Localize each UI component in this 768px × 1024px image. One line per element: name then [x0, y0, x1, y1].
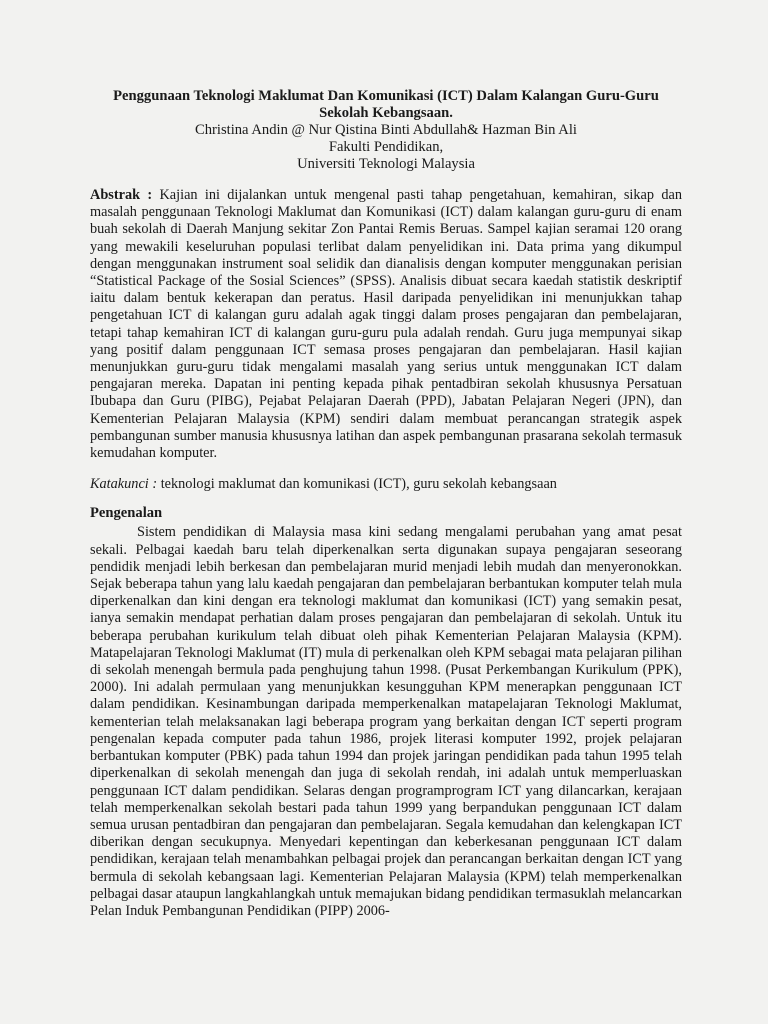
paper-title: Penggunaan Teknologi Maklumat Dan Komunikasi (ICT) Dalam Kalangan Guru-Guru Sekolah Kebangsaan.	[113, 88, 659, 121]
paper-faculty: Fakulti Pendidikan,	[328, 139, 444, 155]
abstract-paragraph	[90, 187, 682, 462]
paper-authors: Christina Andin @ Nur Qistina Binti Abdullah& Hazman Bin Ali	[195, 122, 577, 138]
paper-university: Universiti Teknologi Malaysia	[297, 156, 475, 172]
abstract-text: Kajian ini dijalankan untuk mengenal pasti tahap pengetahuan, kemahiran, sikap dan masalah penggunaan Teknologi Maklumat dan Komunikasi (ICT) dalam kalangan guru-guru di enam buah sekolah di Daerah Manjung sekitar Zon Pantai Remis Beruas. Sampel kajian seramai 120 orang yang mewakili keseluruhan populasi terlibat dalam penyelidikan ini. Data prima yang dikumpul dengan menggunakan instrument soal selidik dan dianalisis dengan komputer menggunakan perisian “Statistical Package of the Sosial Sciences” (SPSS). Analisis dibuat secara kaedah statistik deskriptif iaitu dalam bentuk kekerapan dan peratus. Hasil daripada penyelidikan ini menunjukkan tahap pengetahuan ICT di kalangan guru adalah agak tinggi dalam proses pengajaran dan pembelajaran, tetapi tahap kemahiran ICT di kalangan guru-guru pula adalah rendah. Guru juga mempunyai sikap yang positif dalam penggunaan ICT semasa proses pengajaran dan pembelajaran. Hasil kajian menunjukkan guru-guru tidak mengalami masalah yang serius untuk menggunakan ICT dalam pengajaran mereka. Dapatan ini penting kepada pihak pentadbiran sekolah khususnya Persatuan Ibubapa dan Guru (PIBG), Pejabat Pelajaran Daerah (PPD), Jabatan Pelajaran Negeri (JPN), dan Kementerian Pelajaran Malaysia (KPM) sendiri dalam membuat perancangan strategik aspek pembangunan sumber manusia khususnya latihan dan aspek pembangunan prasarana sekolah termasuk kemudahan komputer.	[90, 187, 682, 462]
keywords-line	[90, 476, 682, 493]
introduction-paragraph: Sistem pendidikan di Malaysia masa kini sedang mengalami perubahan yang amat pesat sekali. Pelbagai kaedah baru telah diperkenalkan serta digunakan supaya pengajaran seseorang pendidik menjadi lebih berkesan dan pembelajaran murid menjadi lebih mudah dan menyeronokkan. Sejak beberapa tahun yang lalu kaedah pengajaran dan pembelajaran berbantukan komputer telah mula diperkenalkan dan kini dengan era teknologi maklumat dan komunikasi (ICT) yang semakin pesat, ianya semakin mendapat perhatian dalam proses pengajaran dan pembelajaran di sekolah. Untuk itu beberapa perubahan kurikulum telah dibuat oleh pihak Kementerian Pelajaran Malaysia (KPM). Matapelajaran Teknologi Maklumat (IT) mula di perkenalkan oleh KPM sebagai mata pelajaran pilihan di sekolah menengah bermula pada penghujung tahun 1998. (Pusat Perkembangan Kurikulum (PPK), 2000). Ini adalah permulaan yang menunjukkan kesungguhan KPM menerapkan penggunaan ICT dalam pendidikan. Kesinambungan daripada memperkenalkan matapelajaran Teknologi Maklumat, kementerian telah melaksanakan lagi beberapa program yang berkaitan dengan ICT seperti program pengenalan kepada computer pada tahun 1986, projek literasi komputer 1992, projek pelajaran berbantukan komputer (PBK) pada tahun 1994 dan projek jaringan pendidikan pada tahun 1995 telah diperkenalkan di sekolah menengah dan juga di sekolah rendah, ini adalah untuk memperluaskan penggunaan ICT dalam pendidikan. Selaras dengan programprogram ICT yang dilancarkan, kerajaan telah memperkenalkan sekolah bestari pada tahun 1999 yang berpandukan penggunaan ICT dalam semua urusan pentadbiran dan pengajaran dan pembelajaran. Segala kemudahan dan kelengkapan ICT diberikan dengan secukupnya. Menyedari kepentingan dan keberkesanan penggunaan ICT dalam pendidikan, kerajaan telah menambahkan pelbagai projek dan perancangan berkaitan dengan ICT yang bermula di sekolah kebangsaan lagi. Kementerian Pelajaran Malaysia (KPM) telah memperkenalkan pelbagai dasar ataupun langkahlangkah untuk memajukan bidang pendidikan termasuklah melancarkan Pelan Induk Pembangunan Pendidikan (PIPP) 2006-	[90, 524, 682, 919]
keywords-label: Katakunci :	[90, 476, 158, 493]
paper-header	[90, 88, 682, 173]
abstract-label: Abstrak :	[90, 187, 153, 203]
keywords-text: teknologi maklumat dan komunikasi (ICT), guru sekolah kebangsaan	[160, 476, 557, 493]
section-heading-introduction: Pengenalan	[90, 505, 163, 522]
